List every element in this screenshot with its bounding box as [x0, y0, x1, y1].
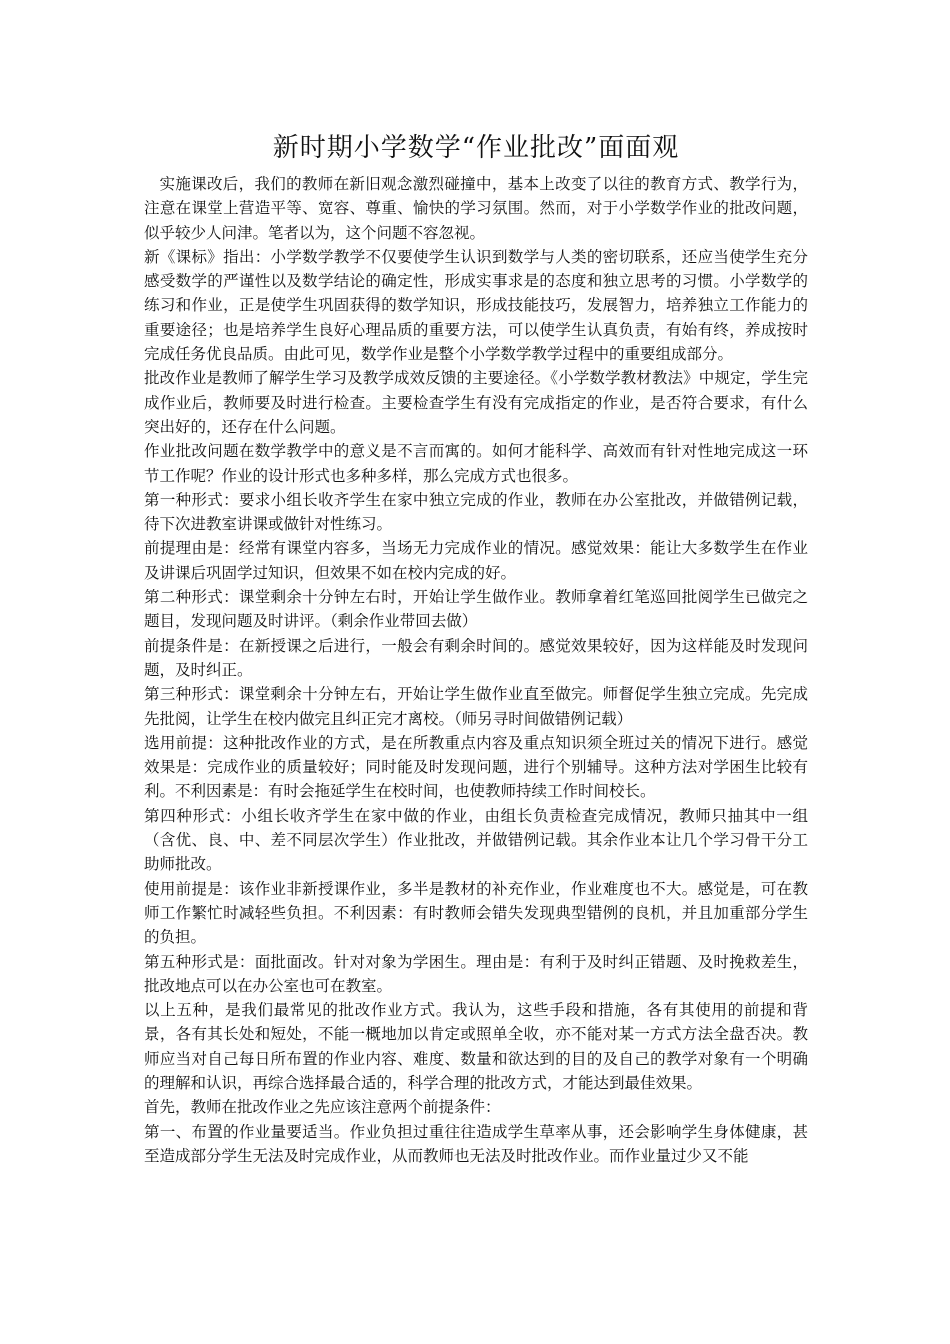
paragraph-form-5: 第五种形式是：面批面改。针对对象为学困生。理由是：有利于及时纠正错题、及时挽救差生，批改地点可以在办公室也可在教室。: [144, 952, 808, 995]
paragraph-condition-1: 第一、布置的作业量要适当。作业负担过重往往造成学生草率从事，还会影响学生身体健康，甚至造成部分学生无法及时完成作业，从而教师也无法及时批改作业。而作业量过少又不能: [144, 1122, 808, 1165]
document-page: [144, 128, 808, 1168]
paragraph-form-1-premise: 前提理由是：经常有课堂内容多，当场无力完成作业的情况。感觉效果：能让大多数学生在作业及讲课后巩固学过知识，但效果不如在校内完成的好。: [144, 539, 808, 582]
paragraph-preconditions: 首先，教师在批改作业之先应该注意两个前提条件：: [144, 1098, 501, 1117]
document-title: 新时期小学数学“作业批改”面面观: [272, 133, 680, 163]
paragraph-form-3-premise: 选用前提：这种批改作业的方式，是在所教重点内容及重点知识须全班过关的情况下进行。感觉效果是：完成作业的质量较好；同时能及时发现问题，进行个别辅导。这种方法对学困生比较有利。不利因素是：有时会拖延学生在校时间，也使教师持续工作时间校长。: [144, 733, 808, 801]
paragraph-form-4: 第四种形式：小组长收齐学生在家中做的作业，由组长负责检查完成情况，教师只抽其中一组（含优、良、中、差不同层次学生）作业批改，并做错例记载。其余作业本让几个学习骨干分工助师批改。: [144, 806, 808, 874]
paragraph-summary: 以上五种，是我们最常见的批改作业方式。我认为，这些手段和措施，各有其使用的前提和背景，各有其长处和短处，不能一概地加以肯定或照单全收，亦不能对某一方式方法全盘否决。教师应当对自己每日所布置的作业内容、难度、数量和欲达到的目的及自己的教学对象有一个明确的理解和认识，再综合选择最合适的，科学合理的批改方式，才能达到最佳效果。: [144, 1001, 808, 1092]
paragraph-grading-significance: 作业批改问题在数学教学中的意义是不言而寓的。如何才能科学、高效而有针对性地完成这一环节工作呢？作业的设计形式也多种多样，那么完成方式也很多。: [144, 442, 808, 485]
paragraph-form-3: 第三种形式：课堂剩余十分钟左右，开始让学生做作业直至做完。师督促学生独立完成。先完成先批阅，让学生在校内做完且纠正完才离校。（师另寻时间做错例记载）: [144, 685, 808, 728]
paragraph-intro: 实施课改后，我们的教师在新旧观念激烈碰撞中，基本上改变了以往的教育方式、教学行为，注意在课堂上营造平等、宽容、尊重、愉快的学习氛围。然而，对于小学数学作业的批改问题，似乎较少人问津。笔者以为，这个问题不容忽视。: [144, 175, 808, 242]
paragraph-form-2-premise: 前提条件是：在新授课之后进行，一般会有剩余时间的。感觉效果较好，因为这样能及时发现问题，及时纠正。: [144, 636, 808, 679]
paragraph-form-1: 第一种形式：要求小组长收齐学生在家中独立完成的作业，教师在办公室批改，并做错例记载，待下次进教室讲课或做针对性练习。: [144, 490, 808, 534]
paragraph-form-4-premise: 使用前提是：该作业非新授课作业，多半是教材的补充作业，作业难度也不大。感觉是，可在教师工作繁忙时减轻些负担。不利因素：有时教师会错失发现典型错例的良机，并且加重部分学生的负担。: [144, 879, 808, 947]
paragraph-grading-purpose: 批改作业是教师了解学生学习及教学成效反馈的主要途径。《小学数学教材教法》中规定，学生完成作业后，教师要及时进行检查。主要检查学生有没有完成指定的作业，是否符合要求，有什么突出好的，还存在什么问题。: [144, 369, 808, 436]
paragraph-curriculum: 新《课标》指出：小学数学教学不仅要使学生认识到数学与人类的密切联系，还应当使学生充分感受数学的严谨性以及数学结论的确定性，形成实事求是的态度和独立思考的习惯。小学数学的练习和作业，正是使学生巩固获得的数学知识，形成技能技巧，发展智力，培养独立工作能力的重要途径；也是培养学生良好心理品质的重要方法，可以使学生认真负责，有始有终，养成按时完成任务优良品质。由此可见，数学作业是整个小学数学教学过程中的重要组成部分。: [144, 247, 808, 364]
paragraph-form-2: 第二种形式：课堂剩余十分钟左右时，开始让学生做作业。教师拿着红笔巡回批阅学生已做完之题目，发现问题及时讲评。（剩余作业带回去做）: [144, 588, 808, 631]
